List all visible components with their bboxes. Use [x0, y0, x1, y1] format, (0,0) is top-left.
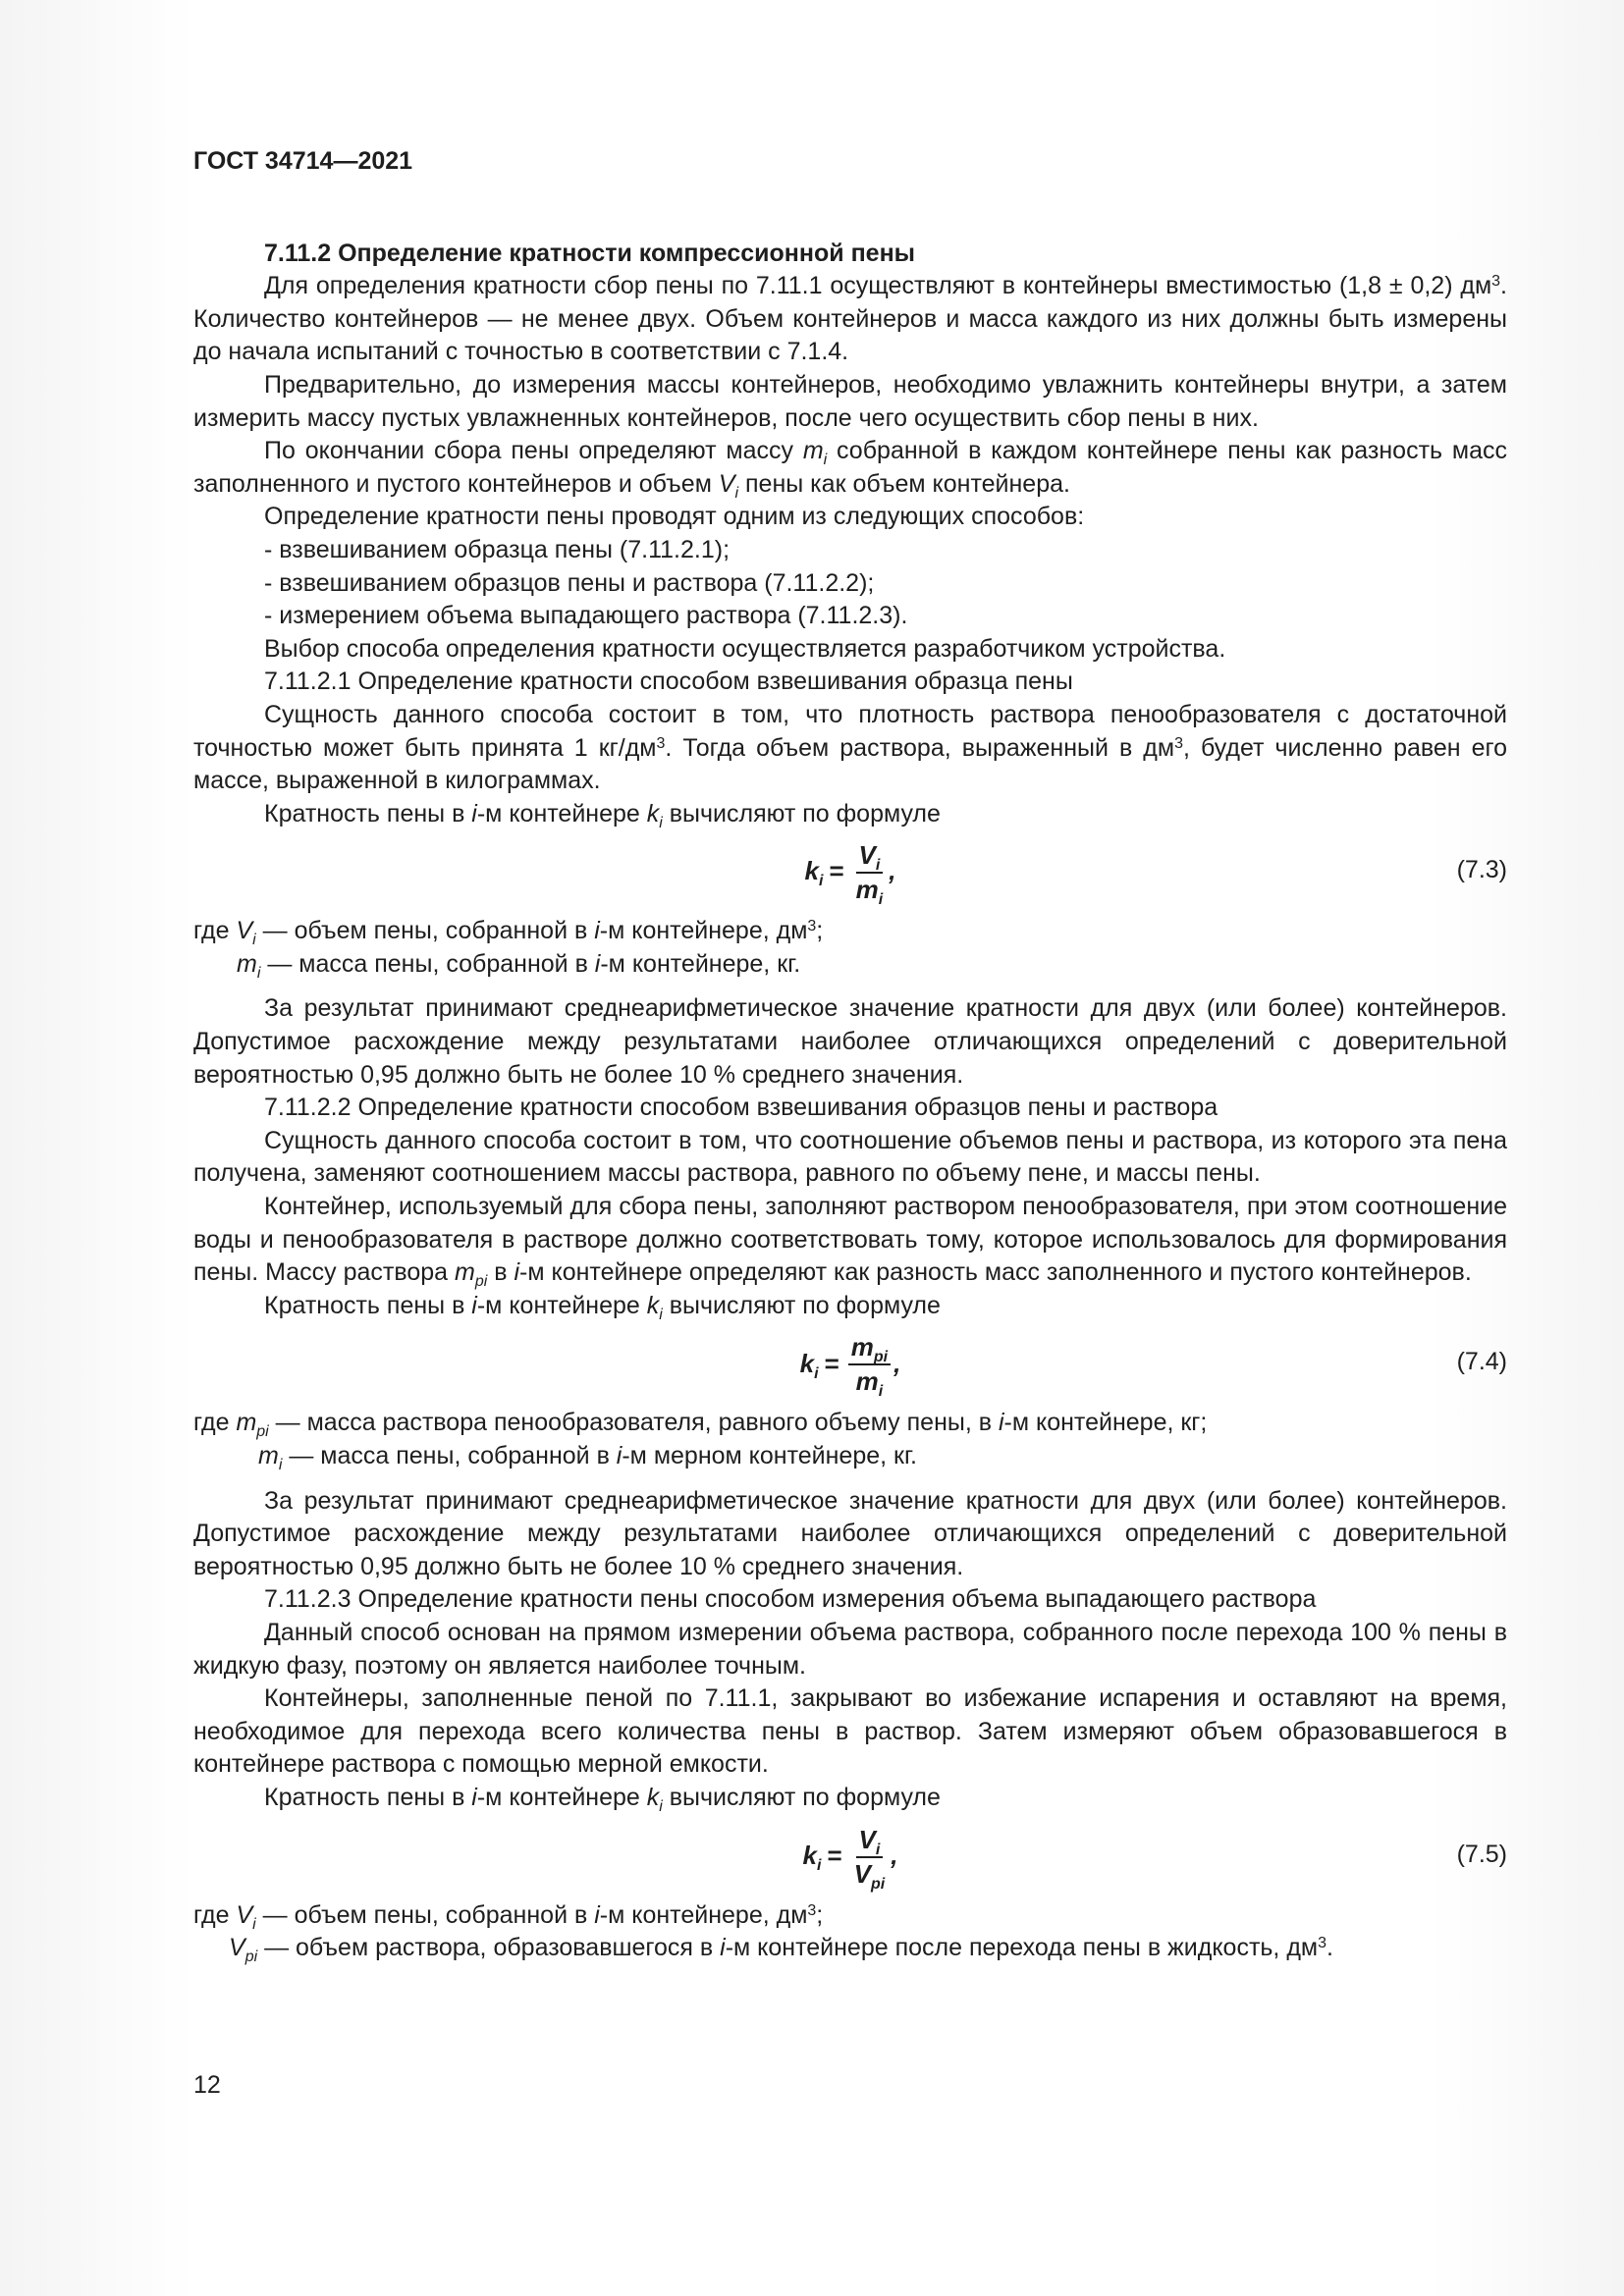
formula-number: (7.3) [1456, 856, 1507, 884]
page-content [193, 145, 1507, 1965]
formula-number: (7.5) [1456, 1840, 1507, 1868]
formula-number: (7.4) [1456, 1348, 1507, 1376]
list-item: - взвешиванием образцов пены и раствора (7.11.2.2); [264, 568, 875, 597]
paragraph-capacity: Для определения кратности сбор пены по 7.11.1 осуществляют в контейнеры вместимостью (1,8 ± 0,2) $дм^3$. Количество контейнеров — не менее двух. Объем контейнеров и масса каждого из них должны быть измерены до начала испытаний с точностью в соответствии с 7.1.4. [193, 272, 1507, 366]
fraction: $\frac{V_i}{m_i}$ [855, 840, 884, 909]
formula-7-3: $k_i$ = $\frac{V_i}{m_i}$ , (7.3) [804, 840, 1507, 909]
formula-7-5: $k_i$ = $\frac{V_i}{V_{pi}}$ , (7.5) [802, 1824, 1507, 1893]
paragraph-container-fill: Контейнер, используемый для сбора пены, заполняют раствором пенообразователя, при этом соотношение воды и пенообразователя в растворе должно соответствовать тому, которое использовалось для формирования пены. Массу раствора $m_{pi}$ в i-м контейнере определяют как разность масс заполненного и пустого контейнеров. [193, 1193, 1507, 1291]
fraction: $\frac{m_{pi}}{m_i}$ [848, 1332, 891, 1395]
section-title: 7.11.2 Определение кратности компрессионной пены [264, 239, 916, 267]
paragraph-mass-volume: По окончании сбора пены определяют массу $m_i$ собранной в каждом контейнере пены как разность масс заполненного и пустого контейнеров и объем $V_i$ пены как объем контейнера. [193, 437, 1507, 502]
paragraph-containers-closed: Контейнеры, заполненные пеной по 7.11.1, закрывают во избежание испарения и оставляют на время, необходимое для перехода всего количества пены в раствор. Затем измеряют объем образовавшегося в контейнере раствора с помощью мерной емкости. [193, 1684, 1507, 1779]
paragraph-methods-intro: Определение кратности пены проводят одним из следующих способов: [264, 503, 1085, 531]
paragraph-result-7-11-2-1: За результат принимают среднеарифметическое значение кратности для двух (или более) контейнеров. Допустимое расхождение между результатами наиболее отличающихся определений с доверительной вероятностью 0,95 должно быть не более 10 % среднего значения. [193, 994, 1507, 1089]
formula-legend: где $m_{pi}$ — масса раствора пенообразователя, равного объему пены, в i-м контейнере, кг; $m_i$ — масса пены, собранной в i-м мерном контейнере, кг. [193, 1409, 1208, 1473]
paragraph-moisten: Предварительно, до измерения массы контейнеров, необходимо увлажнить контейнеры внутри, а затем измерить массу пустых увлажненных контейнеров, после чего осуществить сбор пены в них. [193, 370, 1507, 432]
page-number: 12 [193, 2071, 221, 2099]
subsection-title-7-11-2-3: 7.11.2.3 Определение кратности пены способом измерения объема выпадающего раствора [264, 1585, 1317, 1614]
subsection-title-7-11-2-2: 7.11.2.2 Определение кратности способом взвешивания образцов пены и раствора [264, 1094, 1218, 1122]
fraction: $\frac{V_i}{V_{pi}}$ [853, 1824, 886, 1893]
formula-intro: Кратность пены в i-м контейнере $k_i$ вычисляют по формуле [264, 1783, 941, 1815]
formula-7-4: $k_i$ = $\frac{m_{pi}}{m_i}$ , (7.4) [799, 1332, 1507, 1401]
paragraph-essence-2: Сущность данного способа состоит в том, что соотношение объемов пены и раствора, из которого эта пена получена, заменяют соотношением массы раствора, равного по объему пене, и массы пены. [193, 1126, 1507, 1188]
subsection-title-7-11-2-1: 7.11.2.1 Определение кратности способом взвешивания образца пены [264, 667, 1073, 696]
paragraph-density: Сущность данного способа состоит в том, что плотность раствора пенообразователя с достаточной точностью может быть принята 1 $кг/дм^3$. Тогда объем раствора, выраженный в $дм^3$, будет численно равен его массе, выраженной в килограммах. [193, 700, 1507, 795]
formula-intro: Кратность пены в i-м контейнере $k_i$ вычисляют по формуле [264, 1291, 941, 1323]
formula-legend: где $V_i$ — объем пены, собранной в i-м контейнере, $дм^3$; $V_{pi}$ — объем раствора, образовавшегося в i-м контейнере после перехода пены в жидкость, $дм^3$. [193, 1900, 1333, 1966]
formula-legend: где $V_i$ — объем пены, собранной в i-м контейнере, $дм^3$; $m_i$ — масса пены, собранной в i-м контейнере, кг. [193, 917, 824, 982]
paragraph-method-choice: Выбор способа определения кратности осуществляется разработчиком устройства. [264, 634, 1226, 663]
formula-intro: Кратность пены в i-м контейнере $k_i$ вычисляют по формуле [264, 799, 941, 831]
list-item: - взвешиванием образца пены (7.11.2.1); [264, 535, 731, 563]
paragraph-result-7-11-2-2: За результат принимают среднеарифметическое значение кратности для двух (или более) контейнеров. Допустимое расхождение между результатами наиболее отличающихся определений с доверительной вероятностью 0,95 должно быть не более 10 % среднего значения. [193, 1486, 1507, 1580]
list-item: - измерением объема выпадающего раствора (7.11.2.3). [264, 602, 908, 630]
paragraph-direct-measure: Данный способ основан на прямом измерении объема раствора, собранного после перехода 100 % пены в жидкую фазу, поэтому он является наиболее точным. [193, 1618, 1507, 1680]
document-code: ГОСТ 34714—2021 [193, 147, 413, 175]
